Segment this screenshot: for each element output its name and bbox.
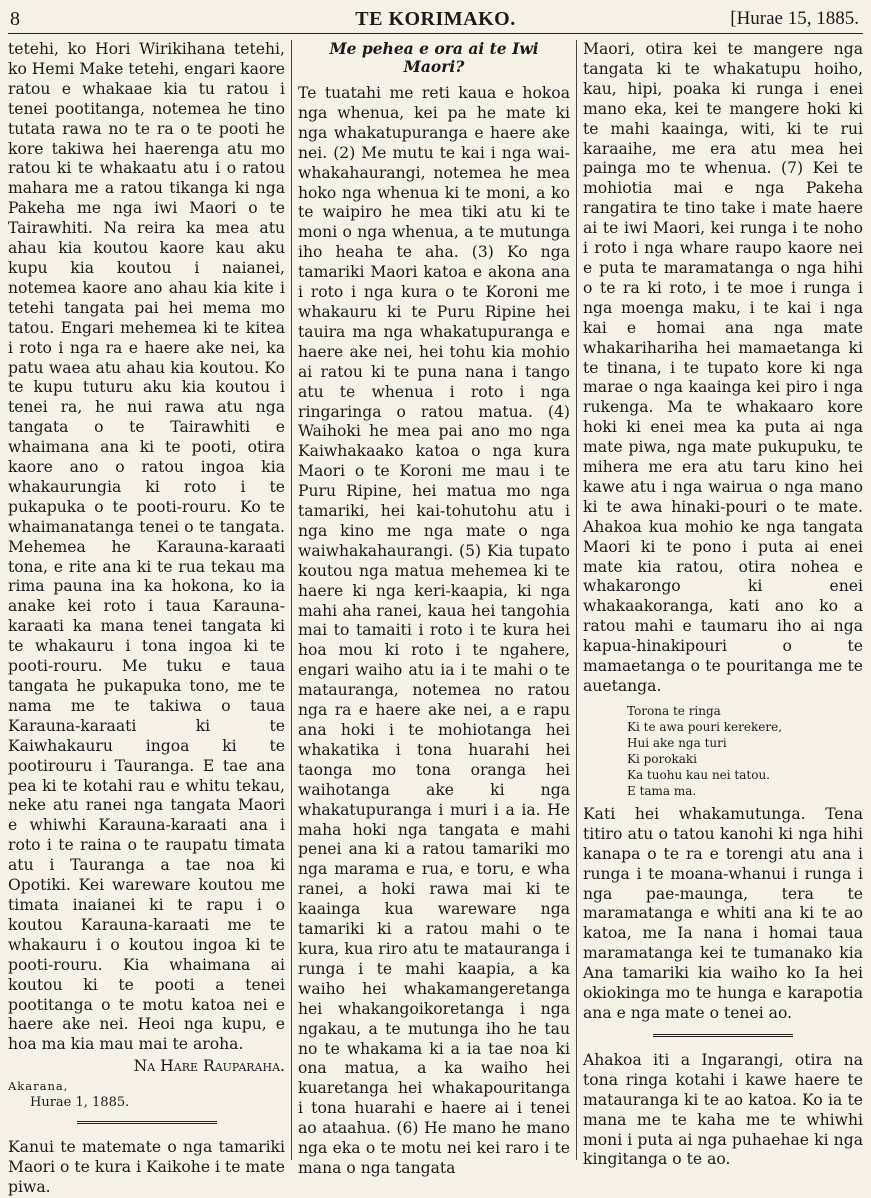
page-header bbox=[8, 6, 863, 34]
news-notice: Kanui te matemate o nga tamariki Maori o te kura i Kaikohe i te mate piwa. bbox=[8, 1138, 285, 1196]
article-conclusion: Kati hei whakamutunga. Tena titiro atu o tatou kanohi ki nga hihi kanapa o te ra e torengi atu ana i runga i te moana-whanui i runga i nga pae-maunga, tera te maramatanga e whiti ana ki te ao katoa, me Ia nana i homai taua maramatanga kei te tumanako kia Ana tamariki kia waiho ko Ia hei okiokinga mo te hunga e karapotia ana e nga mate o tenei ao. bbox=[583, 804, 863, 1022]
article-body: Te tuatahi me reti kaua e hokoa nga whenua, kei pa he mate ki nga whakatupuranga e haere ake nei. (2) Me mutu te kai i nga wai-whakahaurangi, notemea he mea hoko nga whenua ki te moni, a ko te waipiro he mea tiki atu ki te moni o nga whenua, a te mutunga iho heaha te aha. (3) Ko nga tamariki Maori katoa e akona ana i roto i nga kura o te Koroni me whakauru ki te Puru Ripine hei tauira ma nga whakatupuranga e haere ake nei, hei tohu kia mohio ai ratou ki te puna nana i tango atu te whenua i roto i nga ringaringa o ratou matua. (4) Waihoki he mea pai ano mo nga Kaiwhakaako katoa o nga kura Maori o te Koroni me mau i te Puru Ripine, hei matua mo nga tamariki, hei kai-tohutohu atu i nga kino me nga mate o nga waiwhakahaurangi. (5) Kia tupato koutou nga matua mehemea ki te haere ki nga keri-kaapia, ki nga mahi aha ranei, kaua hei tangohia mai to tamaiti i roto i te kura hei hoa mou ki roto i te ngahere, engari waiho atu ia i te mahi o te matauranga, notemea no ratou nga ra e haere ake nei, a e rapu ana hoki i te mohiotanga hei whakatika i tona huarahi hei taonga mo tona oranga hei waihotanga ake ki nga whakatupuranga i muri i a ia. He maha hoki nga tangata e mahi penei ana ki a ratou tamariki mo nga marama e rua, e toru, e wha ranei, a hoki rawa mai ki te kaainga kua wareware nga tamariki ki a ratou mahi o te kura, kua riro atu te matauranga i runga i te mahi kaapia, a ka waiho hei whakamangeretanga hei whakangoikoretanga i nga ngakau, a te mutunga iho he tau no te whakama ki a ia tae noa ki ona matua, a ka waiho hei kuaretanga hei whakapouritanga i tona huarahi e haere ai i tenei ao ataahua. (6) He mano he mano nga eka o te motu nei kei raro i te mana o nga tangata bbox=[298, 84, 570, 1177]
issue-date: [Hurae 15, 1885. bbox=[730, 8, 859, 29]
article-body-continued: Maori, otira kei te mangere nga tangata ki te whakatupu hoiho, kau, hipi, poaka ki runga i enei mano eka, kei te mangere hoki ki te mahi kaainga, witi, ki te rui karaaihe, me era atu mea hei painga mo te whenua. (7) Kei te mohiotia mai e nga Pakeha rangatira te tino take i mate haere ai te iwi Maori, kei runga i te noho i roto i nga whare raupo kaore nei e puta te maramatanga o nga hihi o te ra ki roto, i te moe i runga i nga moenga maku, i te kai i nga kai e homai ana nga mate whakarihariha hei mamaetanga ki te tinana, i te tupato kore ki nga marae o nga kaainga kei piro i nga rukenga. Ma te whakaaro kore hoki ki enei mea ka puta ai nga mate piwa, nga mate pukupuku, te mihera me era atu taru kino hei kawe atu i nga wairua o nga mano ki te awa hinaki-pouri o te mate. Ahakoa kua mohio ke nga tangata Maori ki te pono i puta ai enei mate kia ratou, otira nohea e whakarongo ki enei whakaakoranga, kati ano ko a ratou mahi e taumaru iho ai nga kapua-hinakipouri o te mamaetanga o te pouritanga me te auetanga. bbox=[583, 40, 863, 695]
letter-signature: Na Hare Rauparaha. bbox=[133, 1057, 285, 1076]
poem bbox=[627, 703, 863, 799]
section-divider bbox=[653, 1034, 793, 1039]
article-heading: Me pehea e ora ai te Iwi Maori? bbox=[329, 39, 539, 76]
news-paragraph: Ahakoa iti a Ingarangi, otira na tona ringa kotahi i kawe haere te matauranga ki te ao katoa. Ko ia te mana me te kaha me te whiwhi moni i puta ai nga puhaehae ki nga kingitanga o te ao. bbox=[583, 1050, 863, 1169]
poem-line: Ki te awa pouri kerekere, bbox=[627, 719, 783, 734]
masthead-title: TE KORIMAKO. bbox=[355, 8, 516, 30]
poem-line: Hui ake nga turi bbox=[627, 735, 727, 750]
letter-body: tetehi, ko Hori Wirikihana tetehi, ko Hemi Make tetehi, engari kaore ratou e whakaae kia tu ratou i tenei pootitanga, notemea he tino tutata rawa no te ra o te pooti he kore takiwa hei haerenga atu mo ratou ki te whakaatu atu i o ratou mahara me a ratou tikanga ki nga Pakeha me nga iwi Maori o te Tairawhiti. Na reira ka mea atu ahau kia koutou kaore kau aku kupu kia koutou i naianei, notemea kaore ano ahau kia kite i tetehi tangata pai hei mema mo tatou. Engari mehemea ki te kitea i roto i nga ra e haere ake nei, ka patu waea atu ahau kia koutou. Ko te kupu tuturu aku kia koutou i tenei ra, he nui rawa atu nga tangata o te Tairawhiti e whaimana ana ki te pooti, otira kaore ano o ratou ingoa kia whakaurungia ki roto i te pukapuka o te pooti-rouru. Ko te whaimanatanga tenei o te tangata. Mehemea he Karauna-karaati tona, e rite ana ki te rua tekau ma rima pauna ina ka hokona, ko ia anake kei roto i taua Karauna-karaati ka mana tenei tangata ki te whakauru i tona ingoa ki te pooti-rouru. Me tuku e taua tangata he pukapuka tono, me te nama me te takiwa o taua Karauna-karaati ki te Kaiwhakauru ingoa ki te pootirouru i Tauranga. E tae ana pea ki te kotahi rau e whitu tekau, neke atu ranei nga tangata Maori e whiwhi Karauna-karaati ana i roto i te raina o te raupatu timata atu i Tauranga a tae noa ki Opotiki. Kei wareware koutou me timata inaianei ki te rapu i o koutou Karauna-karaati me te whakauru i o koutou ingoa ki te pooti-rouru. Kia whaimana ai koutou ki te pooti a tenei pootitanga o te motu katoa nei e haere ake nei. Heoi nga kupu, e hoa ma kia mau mai te aroha. bbox=[8, 40, 285, 1054]
letter-date: Hurae 1, 1885. bbox=[30, 1095, 130, 1111]
page-number: 8 bbox=[10, 8, 20, 30]
column-right bbox=[577, 40, 863, 1169]
column-middle bbox=[291, 39, 577, 1177]
poem-line: Ka tuohu kau nei tatou. bbox=[627, 767, 770, 782]
column-left bbox=[8, 40, 291, 1196]
poem-line: E tama ma. bbox=[627, 783, 697, 798]
letter-place: Akarana, bbox=[8, 1079, 69, 1094]
poem-line: Ki porokaki bbox=[627, 751, 698, 766]
poem-line: Torona te ringa bbox=[627, 703, 721, 718]
columns bbox=[8, 39, 863, 1196]
section-divider bbox=[77, 1121, 217, 1126]
header-rule bbox=[8, 33, 863, 34]
